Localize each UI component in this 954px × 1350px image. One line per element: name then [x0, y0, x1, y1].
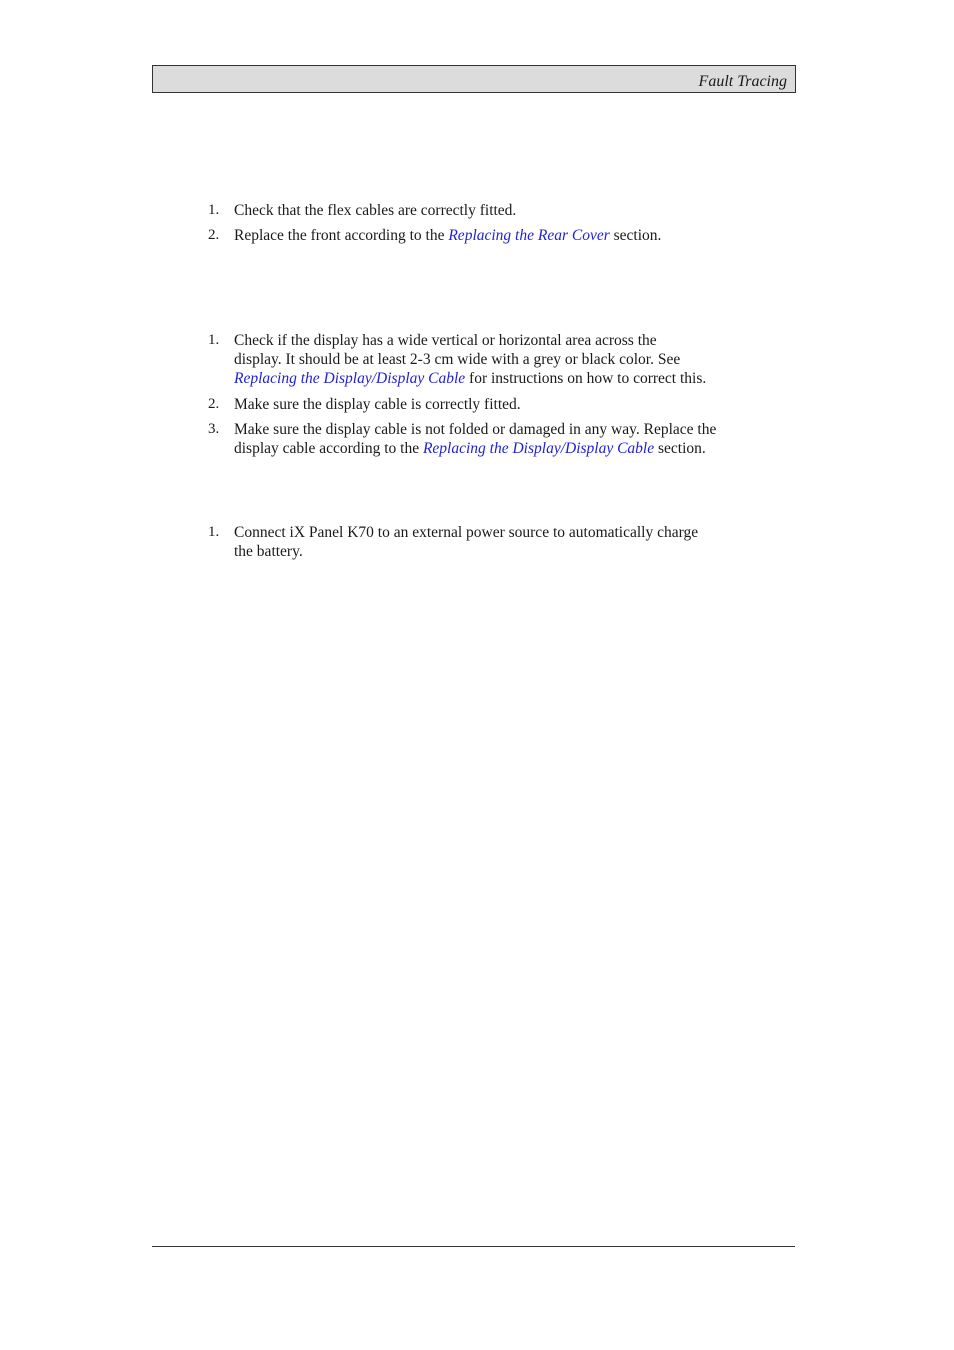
item-number: 2. [208, 396, 220, 412]
item-text-line: display. It should be at least 2-3 cm wide with a grey or black color. See [234, 351, 681, 368]
item-text [234, 201, 744, 220]
item-text-part: Replace the front according to the [234, 227, 449, 244]
item-number: 1. [208, 202, 220, 218]
item-number: 1. [208, 332, 220, 348]
link-replacing-display-cable[interactable]: Replacing the Display/Display Cable [234, 370, 466, 387]
link-replacing-display-cable[interactable]: Replacing the Display/Display Cable [422, 440, 655, 457]
item-text [234, 420, 744, 458]
item-number: 2. [208, 227, 220, 243]
item-text [234, 395, 744, 414]
item-text [234, 523, 744, 561]
link-replacing-rear-cover[interactable]: Replacing the Rear Cover [448, 227, 610, 244]
item-text-part: Make sure the display cable is correctly fitted. [234, 396, 521, 413]
footer-rule [152, 1246, 795, 1247]
item-text-line: Make sure the display cable is not folded or damaged in any way. Replace the [234, 421, 717, 438]
item-text-part: section. [654, 440, 706, 457]
page-header [152, 65, 796, 93]
item-text-part: display cable according to the [234, 440, 423, 457]
item-text-part: Check that the flex cables are correctly fitted. [234, 202, 517, 219]
item-text-part: for instructions on how to correct this. [465, 370, 707, 387]
item-text-part: section. [609, 227, 662, 244]
item-number: 1. [208, 524, 220, 540]
item-text [234, 331, 744, 388]
item-number: 3. [208, 421, 220, 437]
item-text [234, 226, 744, 245]
item-text-line: Check if the display has a wide vertical or horizontal area across the [234, 332, 657, 349]
item-text-line: Connect iX Panel K70 to an external power source to automatically charge [234, 524, 699, 541]
item-text-line: the battery. [234, 543, 303, 560]
header-title: Fault Tracing [698, 73, 787, 90]
